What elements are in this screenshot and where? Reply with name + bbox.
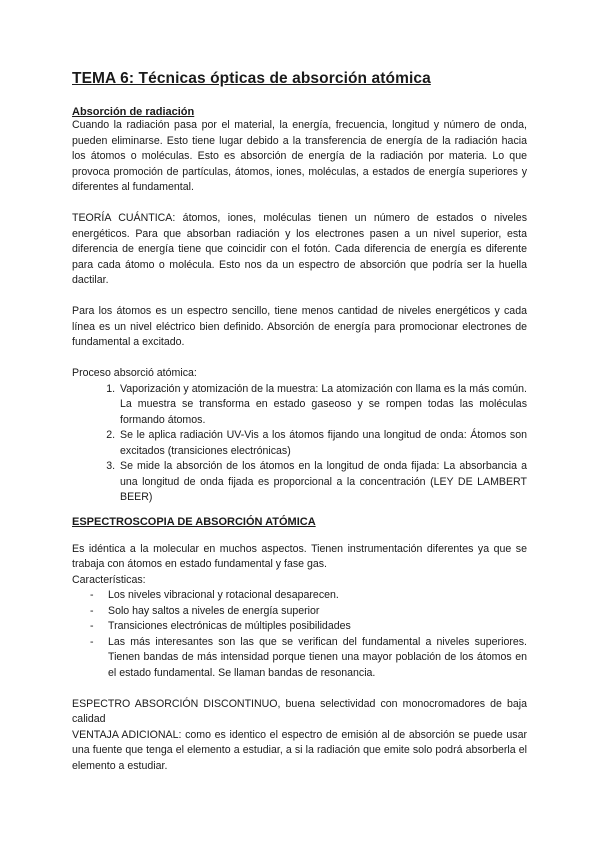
process-label: Proceso absorció atómica: xyxy=(72,367,197,379)
features-list xyxy=(72,588,527,681)
list-item: 2. Se le aplica radiación UV-Vis a los átomos fijando una longitud de onda: Átomos son excitados (transiciones electrónicas) xyxy=(118,428,527,459)
paragraph-intro: Cuando la radiación pasa por el material, la energía, frecuencia, longitud y número de onda, pueden eliminarse. Esto tiene lugar debido a la transferencia de energía de la radiación hacia los átomos o moléculas. Esto es absorción de energía de la radiación por materia. Lo que provoca promoción de partículas, átomos, iones, moléculas, a estados de energía superiores y diferentes al fundamental. xyxy=(72,119,527,193)
list-item: - Solo hay saltos a niveles de energía superior xyxy=(108,604,527,620)
page-title: TEMA 6: Técnicas ópticas de absorción atómica xyxy=(72,70,431,87)
paragraph-identica: Es idéntica a la molecular en muchos aspectos. Tienen instrumentación diferentes ya que se trabaja con átomos en estado fundamental y fase gas. xyxy=(72,542,527,570)
features-label: Características: xyxy=(72,573,146,586)
list-item: 1. Vaporización y atomización de la muestra: La atomización con llama es la más común. La muestra se transforma en estado gaseoso y se rompen todas las moléculas formando átomos. xyxy=(118,382,527,429)
document-page xyxy=(72,70,527,774)
paragraph-ventaja-adicional: VENTAJA ADICIONAL: como es identico el espectro de emisión al de absorción se puede usar una fuente que tenga el elemento a estudiar, a si la radiación que emite solo podrá absorberla el elemento a estudiar. xyxy=(72,728,527,772)
list-item: 3. Se mide la absorción de los átomos en la longitud de onda fijada: La absorbancia a una longitud de onda fijada es proporcional a la concentración (LEY DE LAMBERT BEER) xyxy=(118,459,527,506)
list-item: - Los niveles vibracional y rotacional desaparecen. xyxy=(108,588,527,604)
list-item: - Las más interesantes son las que se verifican del fundamental a niveles superiores. Tienen bandas de más intensidad porque tienen una mayor población de los átomos en el estado fundamental. Se llaman bandas de resonancia. xyxy=(108,635,527,682)
paragraph-teoria-cuantica: TEORÍA CUÁNTICA: átomos, iones, moléculas tienen un número de estados o niveles energéticos. Para que absorban radiación y los electrones pasen a un nivel superior, esta diferencia de energía tiene que coincidir con el fotón. Cada diferencia de energía es diferente para cada átomo o molécula. Esto nos da un espectro de absorción que podría ser la huella dactilar. xyxy=(72,212,527,286)
section-heading-espectroscopia: ESPECTROSCOPIA DE ABSORCIÓN ATÓMICA xyxy=(72,515,316,528)
process-steps-list xyxy=(72,382,527,506)
paragraph-atomos: Para los átomos es un espectro sencillo, tiene menos cantidad de niveles energéticos y cada línea es un nivel eléctrico bien definido. Absorción de energía para promocionar electrones de fundamental a excitado. xyxy=(72,305,527,348)
paragraph-espectro-discontinuo: ESPECTRO ABSORCIÓN DISCONTINUO, buena selectividad con monocromadores de baja calidad xyxy=(72,697,527,725)
section-heading-absorcion: Absorción de radiación xyxy=(72,106,195,118)
list-item: - Transiciones electrónicas de múltiples posibilidades xyxy=(108,619,527,635)
